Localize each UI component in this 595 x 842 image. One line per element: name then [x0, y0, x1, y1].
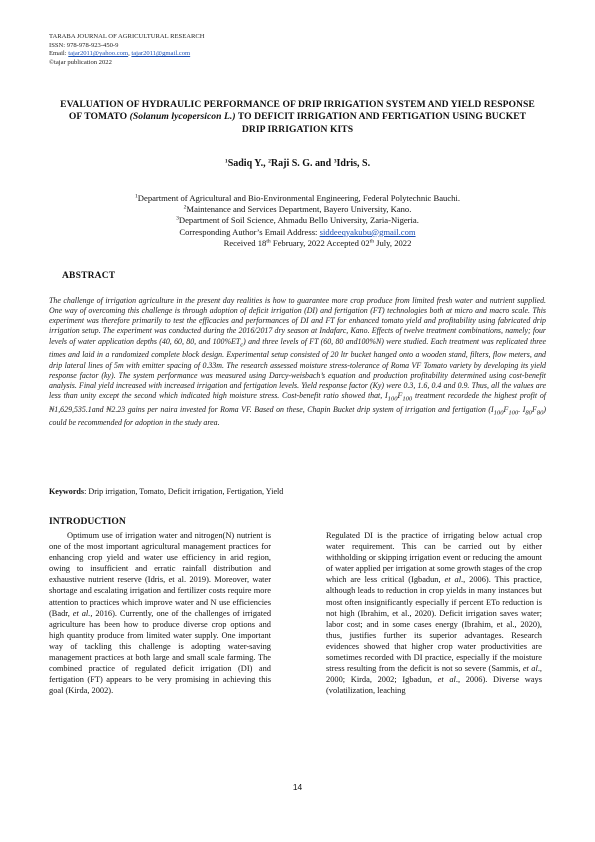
- abstract-sub: 80: [525, 409, 532, 417]
- abstract-text-3: treatment recordede the highest profit of ₦1,629,535.1and ₦2.23 gains per naira invested for Roma VF. Based on these, Chapin Bucket drip system of irrigation and fertigation (I: [49, 390, 547, 414]
- accepted-date: February, 2022 Accepted 02: [270, 237, 370, 248]
- abstract-symbol: F: [531, 404, 537, 414]
- abstract-sub: 100: [508, 409, 519, 417]
- abstract-sub: 100: [387, 395, 398, 403]
- author-3: Idris, S.: [336, 158, 371, 169]
- abstract-symbol: F: [503, 404, 509, 414]
- corresponding-label: Corresponding Author’s Email Address:: [179, 226, 318, 237]
- received-sup: th: [266, 238, 271, 245]
- abstract-body: [49, 296, 546, 429]
- abstract-sub-c: c: [240, 341, 244, 349]
- title-part-2: TO DEFICIT IRRIGATION AND FERTIGATION USING BUCKET DRIP IRRIGATION KITS: [237, 111, 527, 135]
- affiliation-2: [0, 204, 595, 215]
- journal-name: TARABA JOURNAL OF AGRICULTURAL RESEARCH: [49, 33, 205, 40]
- abstract-sub: 100: [493, 409, 504, 417]
- intro-col1-text-a: Optimum use of irrigation water and nitrogen(N) nutrient is one of the most important agricultural management practices for enhancing crop yield and water use efficiency in arid region, owing to insufficient and erratic rainfall distribution and exhaustive nutrient reserve (Idris, et al. 2019). Moreover, water shortage and escalating irrigation and fertilizer costs require more attention to practices which improve water and N use efficiencies (Badr,: [49, 531, 271, 618]
- title-part-1: EVALUATION OF HYDRAULIC PERFORMANCE OF DRIP IRRIGATION SYSTEM AND YIELD RESPONSE OF TOMATO: [60, 99, 535, 123]
- email-line: [49, 50, 205, 59]
- author-list: [0, 158, 595, 169]
- email-label: Email:: [49, 50, 67, 58]
- abstract-text-2: ) and three levels of FT (60, 80 and100%N) were studied. Each treatment was replicated three times and laid in a randomized complete block design. Experimental setup consisted of 20 ltr bucket hanged onto a wooden stand, filters, flow meters, and drip lateral lines of 5m with emitter spacing of 0.33m. The research assessed moisture stress-tolerance of Roma VF Tomato variety by developing its yield response factor (ky). The system performance was measured using Darcy-weisbach’s equation and production profitability determined using cost-benefit analysis. Final yield increased with increased irrigation and fertigation levels. Yield response factor (Ky) were 0.3, 1.6, 0.4 and 0.9. Thus, all the values are less than unity except the second which indicated high moisture stress. Cost-benefit ratio showed that, I: [49, 336, 546, 400]
- journal-masthead: [49, 33, 205, 67]
- page-number: 14: [292, 782, 303, 792]
- accepted-sup: th: [369, 238, 374, 245]
- keywords-text: : Drip irrigation, Tomato, Deficit irrigation, Fertigation, Yield: [84, 487, 284, 496]
- intro-col2-etal: et al: [444, 575, 462, 585]
- abstract-symbol: F: [397, 390, 403, 400]
- corresponding-author: [0, 227, 595, 238]
- intro-col2-text-a: Regulated DI is the practice of irrigating below actual crop water requirement. This can be carried out by either withholding or skipping irrigation event or reducing the amount of water applied per irrigation at some growth stages of the crop which are less critical (Igbadun,: [326, 531, 542, 585]
- issn: ISSN: 978-978-923-450-9: [49, 41, 119, 49]
- intro-col1-text-b: 2016). Currently, one of the challenges of irrigated agriculture has been how to produce diverse crop options and high quantity produce from limited water supply. One important way of tackling this challenge is adopting water-saving management practices at both large and small scale farming. The combined practice of regulated deficit irrigation (DI) and fertigation (FT) appears to be very promising in achieving this goal (Kirda, 2002).: [49, 608, 272, 696]
- abstract-heading: ABSTRACT: [62, 271, 116, 281]
- affiliation-3: [0, 215, 595, 226]
- author-1-sup: 1: [224, 158, 228, 165]
- accepted-date-tail: July, 2022: [374, 237, 412, 248]
- received-date: Received 18: [223, 237, 267, 248]
- keywords-label: Keywords: [49, 487, 85, 496]
- title-species: (Solanum lycopersicon L.): [129, 111, 236, 123]
- author-2-sup: 2: [268, 158, 271, 165]
- author-3-sup: 3: [333, 158, 337, 165]
- intro-col1-etal: et al.,: [72, 608, 93, 618]
- affiliation-2-text: Maintenance and Services Department, Bayero University, Kano.: [186, 204, 412, 215]
- email-link-yahoo[interactable]: tajar2011@yahoo.com: [68, 50, 129, 58]
- intro-col2-text-d: ., 2006). Diverse ways (volatilization, leaching: [326, 675, 542, 696]
- paper-title: [60, 99, 535, 136]
- received-accepted-dates: [0, 238, 595, 249]
- intro-col2-text-c: ., 2000; Kirda, 2002; Igbadun,: [326, 664, 542, 685]
- abstract-sub: 80: [536, 409, 544, 417]
- affiliations: [0, 193, 595, 249]
- introduction-column-1: [49, 530, 271, 696]
- intro-col2-etal: et al: [522, 664, 538, 674]
- abstract-sub: 100: [402, 395, 413, 403]
- affiliation-2-sup: 2: [183, 204, 187, 211]
- abstract-symbol: .: [518, 404, 521, 414]
- intro-col2-text-b: ., 2006). This practice, although leads to reduction in crop yields in many instances but most often insignificantly especially if percent ETo reduction is not high (Ibrahim, et al., 2020). Deficit irrigation saves water; labor cost; and in some cases energy (Ibrahim, et al., 2020), thus, justifies further its superior advantages. Research evidences showed that higher crop water productivities are sometimes recorded with DI practice, especially if the moisture stress resulting from the deficit is not so severe (Sammis,: [326, 575, 542, 674]
- author-2: Raji S. G. and: [270, 158, 332, 169]
- affiliation-1-text: Department of Agricultural and Bio-Environmental Engineering, Federal Polytechnic Bauchi.: [137, 193, 460, 203]
- affiliation-1-sup: 1: [135, 193, 138, 200]
- intro-col2-etal: et al: [437, 675, 456, 685]
- corresponding-email-link[interactable]: siddeeqyakubu@gmail.com: [319, 226, 416, 237]
- introduction-heading: INTRODUCTION: [49, 516, 126, 527]
- affiliation-3-text: Department of Soil Science, Ahmadu Bello University, Zaria-Nigeria.: [178, 215, 419, 226]
- copyright: ©tajar publication 2022: [49, 58, 112, 66]
- author-1: Sadiq Y.,: [227, 158, 266, 169]
- abstract-symbol: I: [520, 404, 526, 414]
- abstract-text-1: The challenge of irrigation agriculture in the present day realities is how to guarantee more crop produce from limited fresh water and nutrient supplied. One way of overcoming this challenge is through adoption of deficit irrigation (DI) and fertigation (FT) technologies both at micro and macro scale. This experiment was therefore primarily to test the efficacies and performances of DI and FT for enhanced tomato yield and profitability using fabricated drip irrigation setup. The experiment was conducted during the 2016/2017 dry season at Indafarc, Kano. Effects of twelve treatment combinations, namely; four levels of water application depths (40, 60, 80, and 100%ET: [49, 296, 546, 346]
- keywords: [49, 487, 546, 496]
- introduction-column-2: [326, 530, 542, 696]
- affiliation-3-sup: 3: [176, 215, 179, 222]
- affiliation-1: [0, 193, 595, 204]
- email-link-gmail[interactable]: tajar2011@gmail.com: [131, 50, 191, 58]
- email-separator: ,: [128, 50, 130, 58]
- abstract-text-4: ) could be recommended for adoption in the study area.: [49, 404, 546, 428]
